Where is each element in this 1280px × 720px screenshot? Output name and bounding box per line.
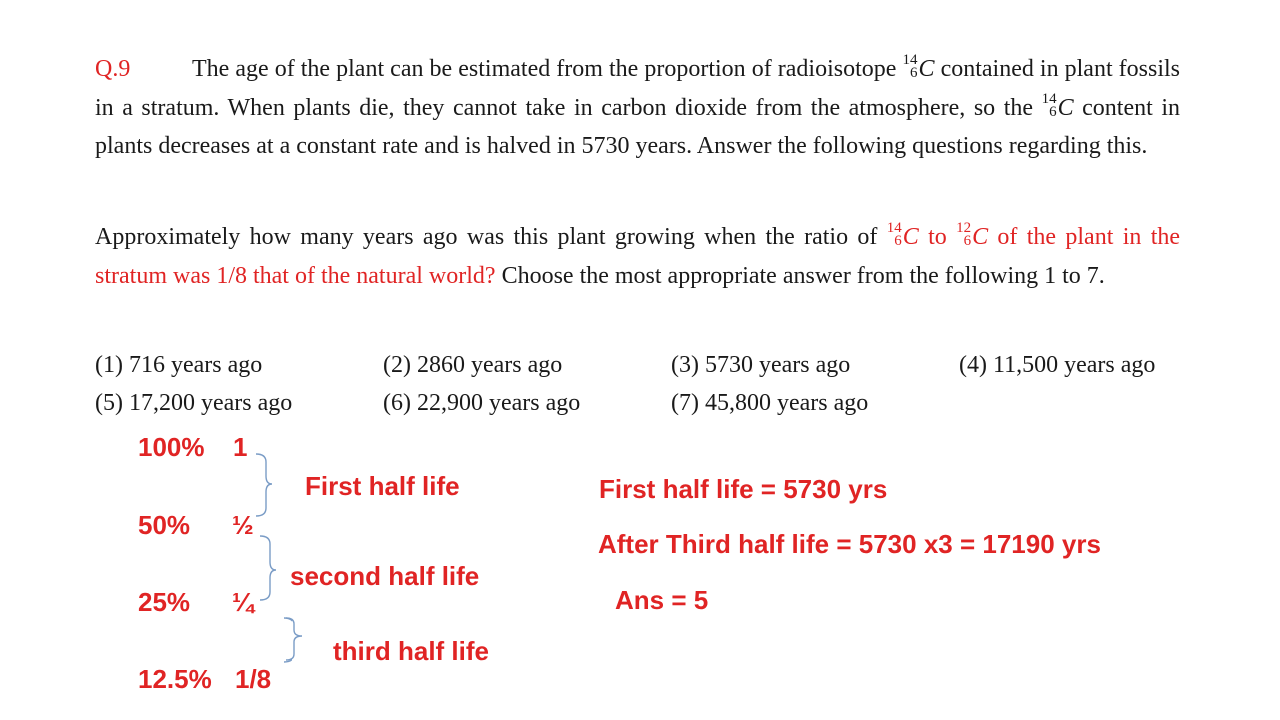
answer-label: Ans = 5 (615, 585, 709, 615)
question-prompt-part-2: Choose the most appropriate answer from the following 1 to 7. (501, 262, 1105, 289)
question-paragraph-1 (95, 50, 1180, 166)
question-paragraph-2 (95, 218, 1180, 295)
option-5: (5) 17,200 years ago (95, 390, 293, 416)
level-percent-25: 25% (138, 587, 191, 617)
level-fraction-half: ½ (232, 510, 254, 540)
level-percent-12-5: 12.5% (138, 664, 212, 694)
option-7: (7) 45,800 years ago (671, 390, 869, 416)
highlighted-ratio: 14 6 C to 12 6 C of the plant in the stratum was 1/8 that of the natural world? (95, 224, 1180, 289)
isotope-c14-2: 14 6 C (1041, 90, 1074, 121)
option-4: (4) 11,500 years ago (959, 352, 1156, 378)
question-text-part-1: The age of the plant can be estimated from the proportion of radioisotope (192, 56, 897, 82)
third-half-life-brace (282, 614, 312, 664)
option-6: (6) 22,900 years ago (383, 390, 581, 416)
level-percent-100: 100% (138, 432, 205, 462)
level-fraction-1: 1 (233, 432, 248, 462)
question-prompt-part-1: Approximately how many years ago was this plant growing when the ratio of (95, 224, 878, 250)
third-half-life-label: third half life (333, 636, 489, 666)
isotope-c12: 12 6 C (956, 220, 989, 250)
isotope-c14: 14 6 C (902, 52, 935, 82)
question-text-part-3: content in plants decreases at a constant rate and is halved in 5730 years. Answer the following questions regarding this. (95, 94, 1180, 159)
calc-first-half-life: First half life = 5730 yrs (599, 474, 888, 504)
level-fraction-eighth: 1/8 (235, 664, 272, 694)
question-text-part-2: contained in plant fossils in a stratum. When plants die, they cannot take in carbon dioxide from the atmosphere, so the (95, 56, 1181, 121)
option-3: (3) 5730 years ago (671, 352, 851, 378)
first-half-life-label: First half life (305, 471, 460, 501)
second-half-life-label: second half life (290, 561, 480, 591)
calc-third-half-life: After Third half life = 5730 x3 = 17190 yrs (598, 529, 1101, 559)
option-1: (1) 716 years ago (95, 352, 263, 378)
isotope-c14-3: 14 6 C (886, 220, 919, 250)
level-percent-50: 50% (138, 510, 191, 540)
option-2: (2) 2860 years ago (383, 352, 563, 378)
level-fraction-quarter: ¼ (232, 587, 254, 617)
question-number: Q.9 (95, 56, 131, 82)
